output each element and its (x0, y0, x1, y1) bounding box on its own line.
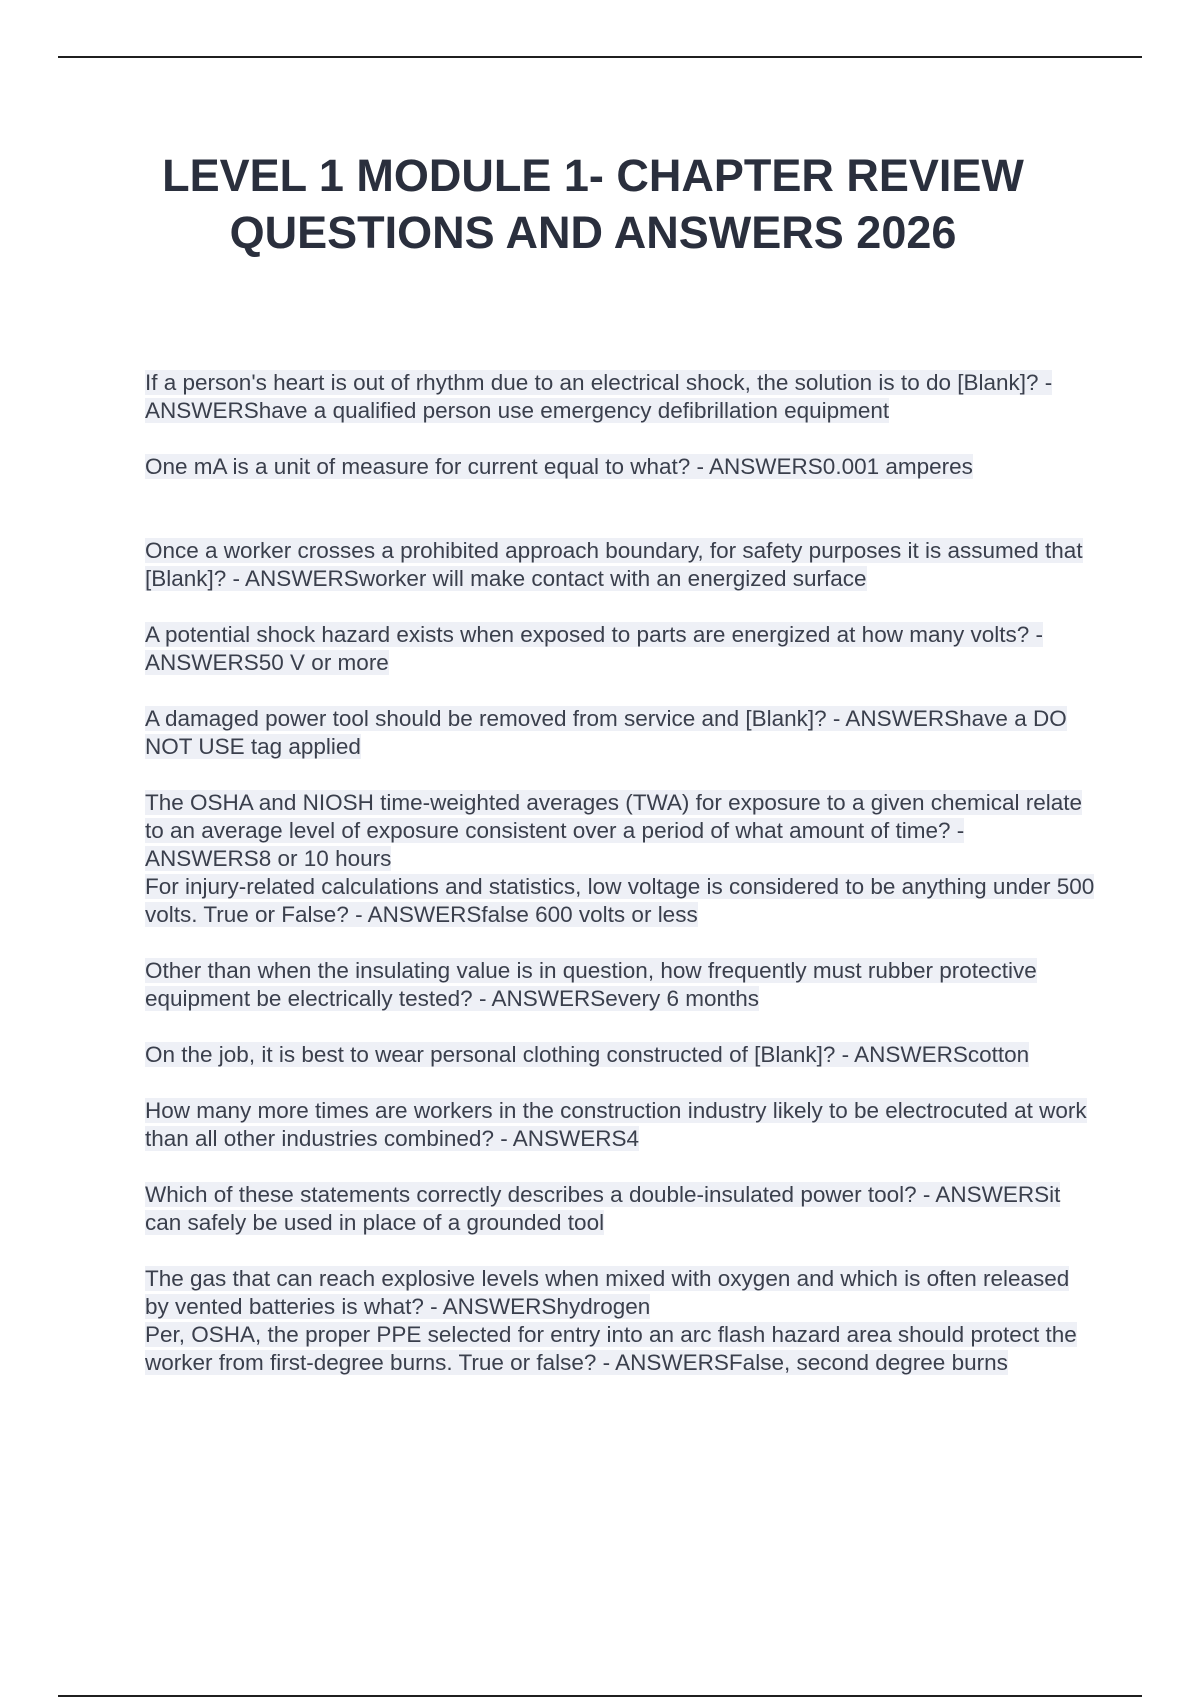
qa-text: A potential shock hazard exists when exposed to parts are energized at how many volts? - ANSWERS50 V or more (145, 622, 1044, 675)
qa-text: The gas that can reach explosive levels when mixed with oxygen and which is often released by vented batteries is what? - ANSWERShydrogen (145, 1266, 1070, 1319)
qa-item (145, 873, 1095, 929)
bottom-divider (58, 1695, 1142, 1697)
qa-item (145, 1265, 1095, 1321)
qa-text: For injury-related calculations and statistics, low voltage is considered to be anything under 500 volts. True or False? - ANSWERSfalse 600 volts or less (145, 874, 1095, 927)
qa-item (145, 1181, 1095, 1237)
qa-text: Which of these statements correctly describes a double-insulated power tool? - ANSWERSit can safely be used in place of a grounded tool (145, 1182, 1061, 1235)
qa-item (145, 957, 1095, 1013)
qa-text: How many more times are workers in the construction industry likely to be electrocuted at work than all other industries combined? - ANSWERS4 (145, 1098, 1087, 1151)
qa-item (145, 1041, 1095, 1069)
qa-item (145, 621, 1095, 677)
qa-item (145, 453, 1095, 481)
qa-text: Other than when the insulating value is in question, how frequently must rubber protective equipment be electrically tested? - ANSWERSevery 6 months (145, 958, 1037, 1011)
qa-text: A damaged power tool should be removed from service and [Blank]? - ANSWERShave a DO NOT USE tag applied (145, 706, 1067, 759)
top-divider (58, 56, 1142, 58)
qa-item (145, 1097, 1095, 1153)
qa-text: If a person's heart is out of rhythm due to an electrical shock, the solution is to do [Blank]? - ANSWERShave a qualified person use emergency defibrillation equipment (145, 370, 1053, 423)
qa-item (145, 705, 1095, 761)
qa-text: On the job, it is best to wear personal clothing constructed of [Blank]? - ANSWERScotton (145, 1042, 1030, 1067)
qa-item (145, 1321, 1095, 1377)
qa-item (145, 369, 1095, 425)
qa-text: The OSHA and NIOSH time-weighted averages (TWA) for exposure to a given chemical relate to an average level of exposure consistent over a period of what amount of time? - ANSWERS8 or 10 hours (145, 790, 1083, 871)
qa-text: One mA is a unit of measure for current equal to what? - ANSWERS0.001 amperes (145, 454, 973, 479)
qa-text: Once a worker crosses a prohibited approach boundary, for safety purposes it is assumed that [Blank]? - ANSWERSworker will make contact with an energized surface (145, 538, 1083, 591)
qa-list (145, 369, 1095, 1377)
qa-item (145, 537, 1095, 593)
qa-item (145, 789, 1095, 873)
page-title: LEVEL 1 MODULE 1- CHAPTER REVIEW QUESTIONS AND ANSWERS 2026 (162, 150, 1024, 258)
qa-text: Per, OSHA, the proper PPE selected for entry into an arc flash hazard area should protect the worker from first-degree burns. True or false? - ANSWERSFalse, second degree burns (145, 1322, 1077, 1375)
